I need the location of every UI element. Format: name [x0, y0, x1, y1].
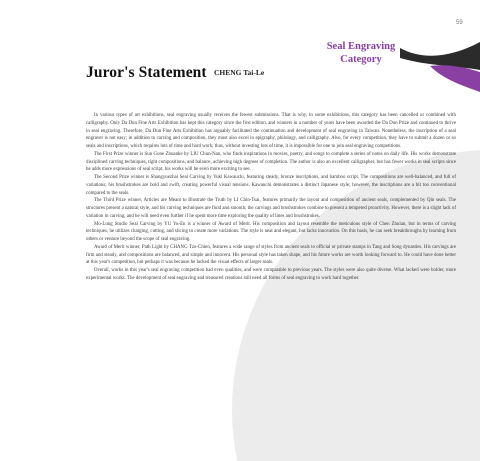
category-line-2: Category — [340, 54, 382, 65]
paragraph: Overall, works in this year's seal engraving competition had even qualities, and were comparable to previous years. The styles were also quite diverse. What lacked were bolder, more experimental works. The development of seal engraving and treasured creations still need all forms of seal engraving to work hard together. — [86, 268, 456, 281]
page-title: Juror's Statement — [86, 64, 207, 81]
paragraph: The Second Prize winner is Shangyuezhai Seal Carving by Yuki Kawauchi, featuring steady, bronze inscriptions, and bamboo script. The compositions are well-balanced, and full of variations; his brushstrokes are bold and swift, creating powerful visual tensions. Kawauchi demonstrates a distinct Japanese style; however, the inscriptions are a bit too conventional compared to the seals. — [86, 175, 456, 196]
paragraph: The Third Prize winner, Articles are Meant to Illustrate the Truth by LI Chin-Tsai, features primarily the layout and composition of ancient seals, complemented by Qin seals. The structures present a natural style, and his carving techniques are fluid and smooth; the carvings and brushstrokes combine to present a tempered proactivity. However, there is a slight lack of variation in carving, and he will need even further if he spent more time exploring the quality of lines and brushstrokes. — [86, 198, 456, 219]
paragraph: In various types of art exhibitions, seal engraving usually receives the fewest submissions. That is why, in some exhibitions, this category has been cancelled or combined with calligraphy. Only Da Dun Fine Arts Exhibition has kept this category since the first edition, and winners in a number of years have been awarded the Da Dun Prize and continued to thrive in seal engraving. Therefore, Da Dun Fine Arts Exhibition has arguably facilitated the continuation and development of seal engraving in Taiwan. Nonetheless, the inscription of a seal engraver is not easy; in addition to carving and composition, they must also excel in epigraphy, philology, and calligraphy. Also, for every competition, they have to submit a dozen or so seals and inscriptions, which requires lots of time and hard work; thus, without investing lots of time, it is impossible for one to join seal engraving competitions. — [86, 113, 456, 149]
category-line-1: Seal Engraving — [326, 41, 396, 52]
paragraph: Mo-Lung Studio Seal Carving by YU Yu-En is a winner of Award of Merit. His composition and layout resemble the meticulous style of Chen Zhulan, but in terms of carving techniques, he utilizes charging, cutting, and slicing to create more variations. The style is neat and elegant, but lacks innovation. On this basis, he can seek breakthroughs by learning from others or venture beyond the scope of seal engraving. — [86, 221, 456, 242]
statement-body — [86, 112, 456, 283]
purple-swoosh-band — [430, 65, 480, 92]
category-heading — [310, 40, 412, 66]
decorative-swoosh-graphic — [400, 36, 480, 92]
paragraph: The First Prize winner is Sun Gone Zhuanke by LIU Chun-Nan, who finds inspirations in movies, poetry, and songs to complete a series of notes on daily life. His works demonstrate disciplined carving techniques, tight compositions, and balance, achieving high degrees of completion. The author is also an excellent calligrapher, but has fewer works in seal scripts since he adds more expressions of seal script, his works will be even more exciting to see. — [86, 151, 456, 173]
author-name: CHENG Tai-Le — [214, 68, 265, 77]
paragraph: Award of Merit winner, Path Light by CHANG Tzu-Chien, features a wide range of styles from ancient seals to official or private stamps in Tang and Song dynasties. His carvings are firm and steady, and compositions are balanced, and simple and innocent. His personal style has taken shape, and his future works are worth looking forward to. He could have done better at this year's competition, but perhaps it was because he lacked the visual effects of larger seals. — [86, 244, 456, 266]
page-number: 59 — [456, 20, 463, 26]
